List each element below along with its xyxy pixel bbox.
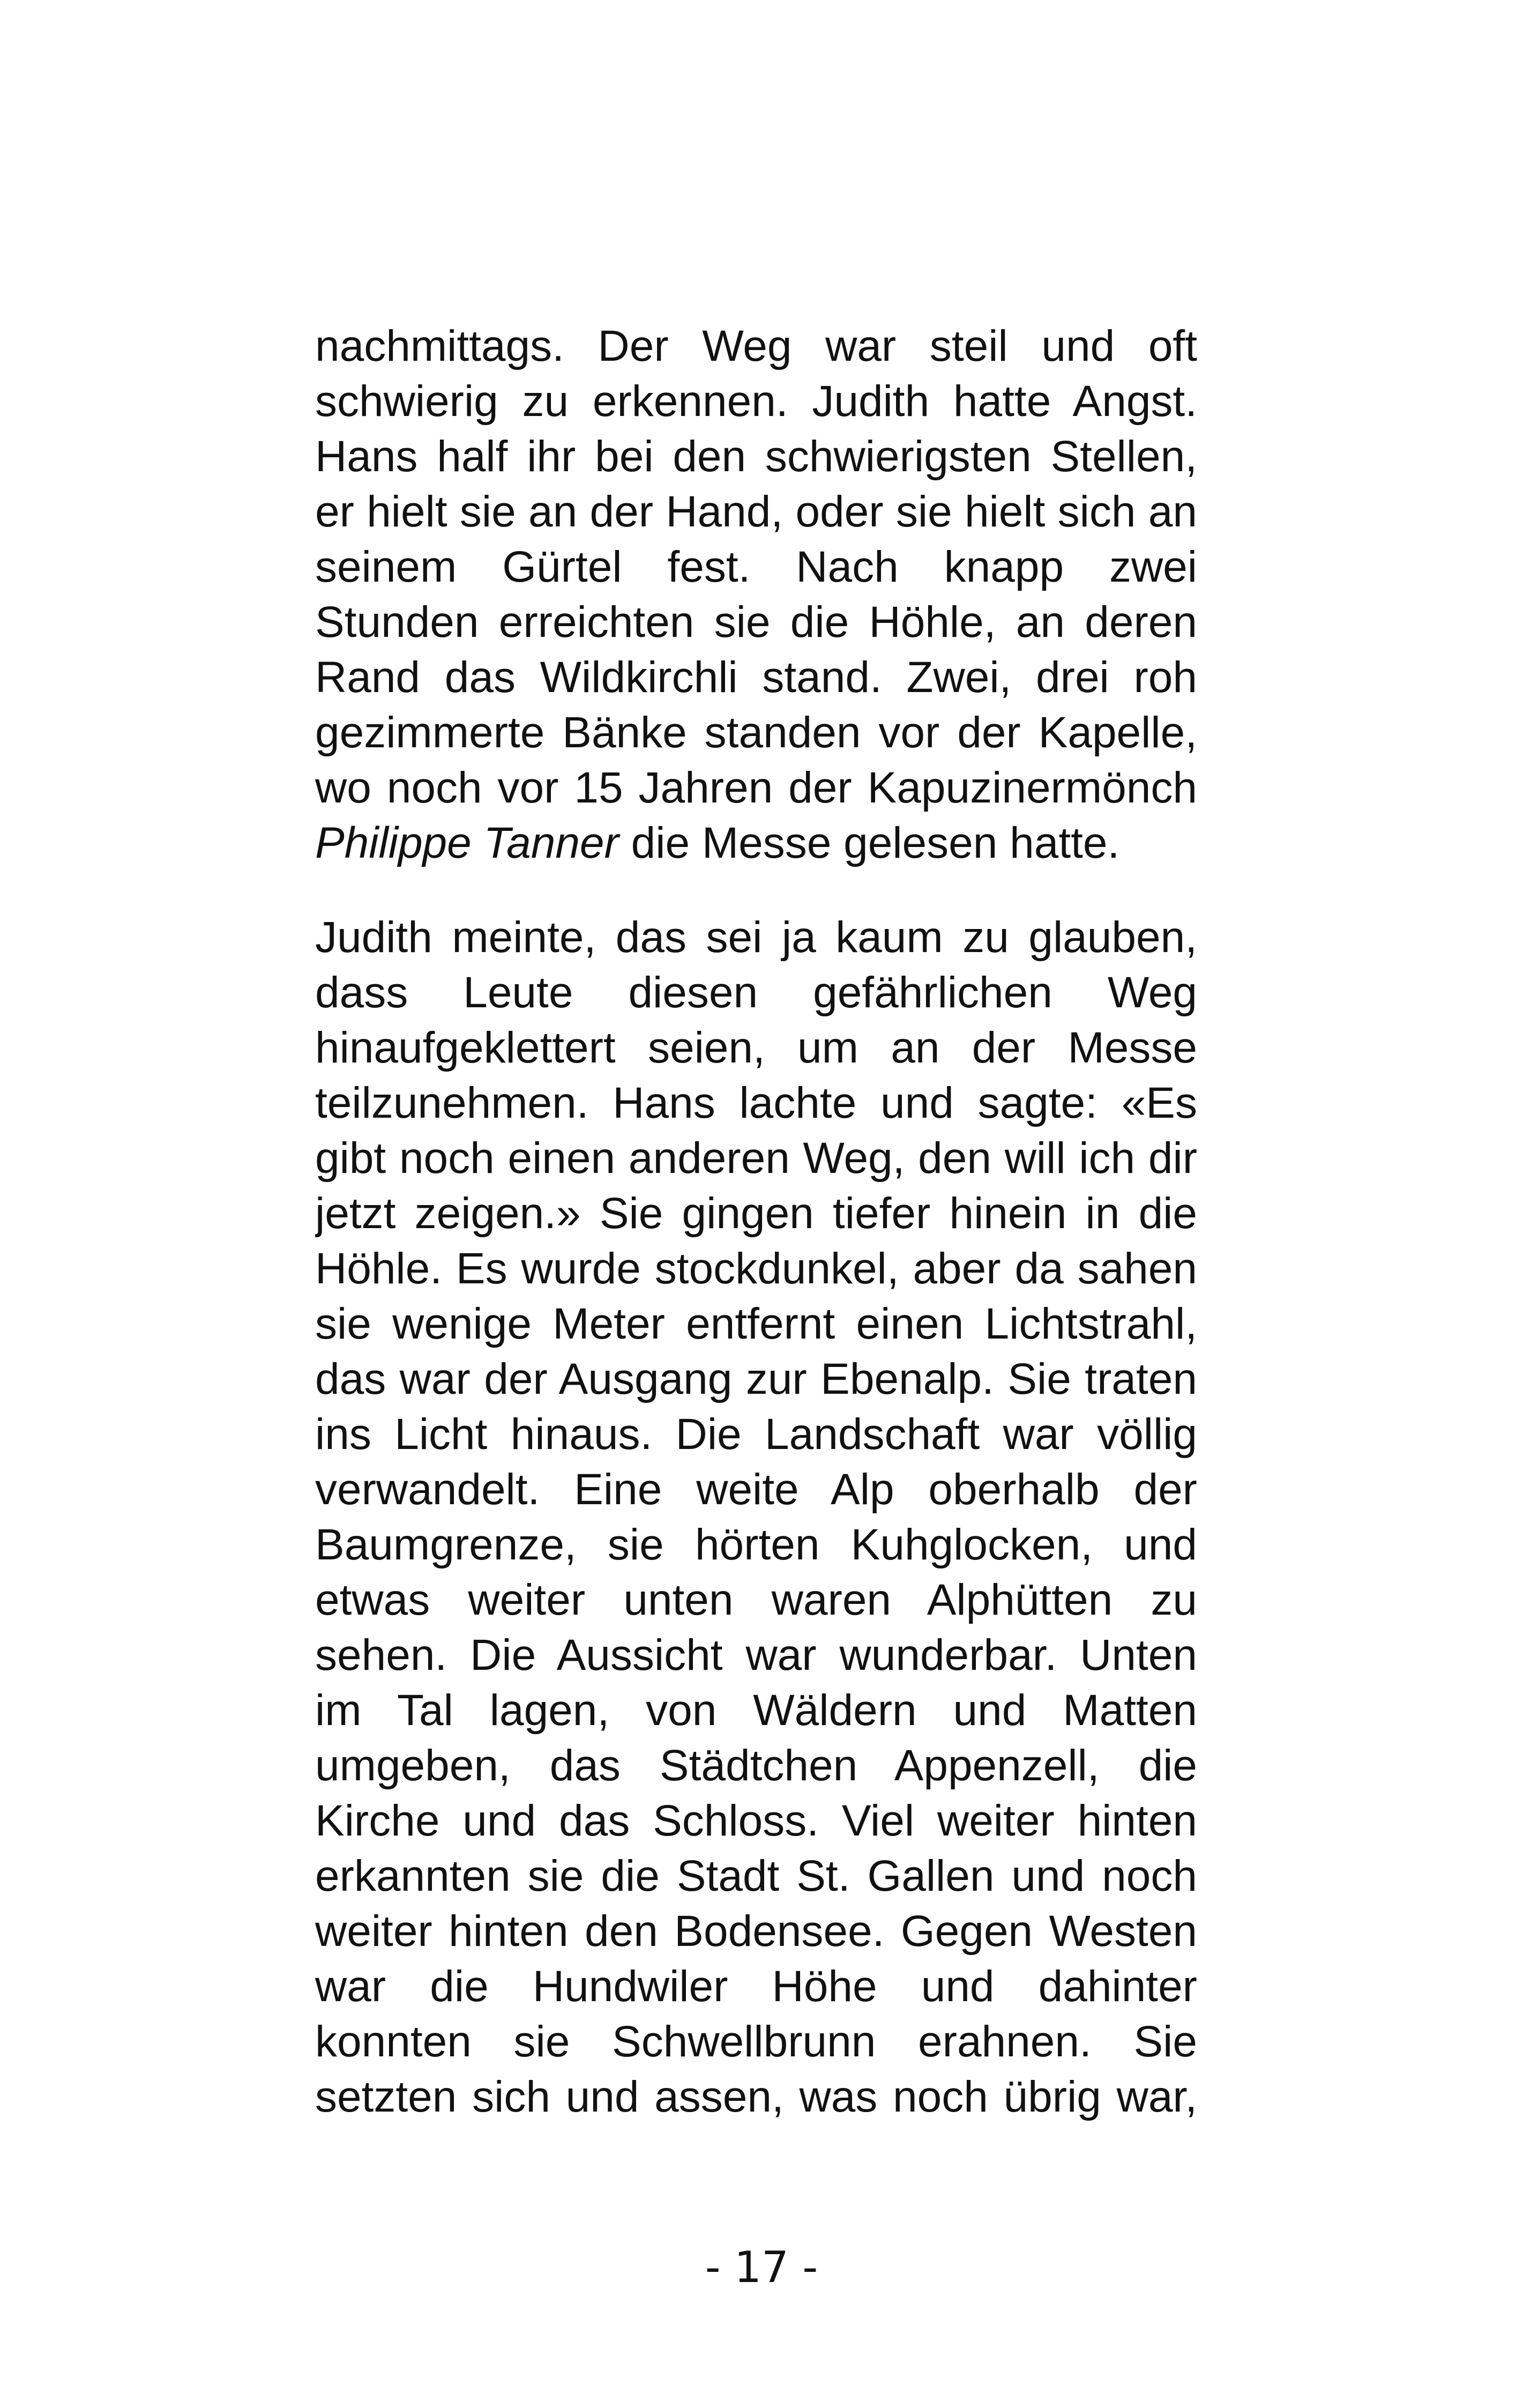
text-line: teilzunehmen. Hans lachte und sagte: «Es	[315, 1079, 1197, 1127]
text-line: schwierig zu erkennen. Judith hatte Angst.	[315, 377, 1197, 426]
text-line	[315, 815, 1197, 871]
text-line: erkannten sie die Stadt St. Gallen und noch	[315, 1852, 1197, 1900]
text-line: wo noch vor 15 Jahren der Kapuzinermönch	[315, 763, 1197, 812]
text-line: Höhle. Es wurde stockdunkel, aber da sahen	[315, 1244, 1197, 1293]
text-line: Kirche und das Schloss. Viel weiter hinten	[315, 1796, 1197, 1845]
text-line: im Tal lagen, von Wäldern und Matten	[315, 1686, 1197, 1735]
text-line: er hielt sie an der Hand, oder sie hielt sich an	[315, 487, 1197, 536]
text-line: Stunden erreichten sie die Höhle, an deren	[315, 598, 1197, 646]
text-line: umgeben, das Städtchen Appenzell, die	[315, 1741, 1197, 1790]
text-line: war die Hundwiler Höhe und dahinter	[315, 1962, 1197, 2011]
text-line: gibt noch einen anderen Weg, den will ich dir	[315, 1134, 1197, 1183]
text-line: gezimmerte Bänke standen vor der Kapelle,	[315, 708, 1197, 757]
italic-name: Philippe Tanner	[315, 819, 619, 867]
text-line: hinaufgeklettert seien, um an der Messe	[315, 1023, 1197, 1072]
text-fragment: die Messe gelesen hatte.	[618, 819, 1120, 867]
page-number: - 17 -	[705, 2242, 818, 2292]
text-line: weiter hinten den Bodensee. Gegen Westen	[315, 1907, 1197, 1956]
text-line: ins Licht hinaus. Die Landschaft war völlig	[315, 1410, 1197, 1459]
text-line: sehen. Die Aussicht war wunderbar. Unten	[315, 1631, 1197, 1679]
text-line: Hans half ihr bei den schwierigsten Stellen,	[315, 432, 1197, 481]
text-line: jetzt zeigen.» Sie gingen tiefer hinein in die	[315, 1189, 1197, 1238]
text-line: das war der Ausgang zur Ebenalp. Sie traten	[315, 1355, 1197, 1403]
paragraph-1	[315, 318, 1197, 871]
text-line: Baumgrenze, sie hörten Kuhglocken, und	[315, 1520, 1197, 1569]
text-line: nachmittags. Der Weg war steil und oft	[315, 322, 1197, 370]
text-line: etwas weiter unten waren Alphütten zu	[315, 1575, 1197, 1624]
text-line: sie wenige Meter entfernt einen Lichtstrahl,	[315, 1299, 1197, 1348]
text-line: konnten sie Schwellbrunn erahnen. Sie	[315, 2017, 1197, 2066]
paragraph-2	[315, 910, 1197, 2124]
text-line: seinem Gürtel fest. Nach knapp zwei	[315, 542, 1197, 591]
text-line: Rand das Wildkirchli stand. Zwei, drei roh	[315, 653, 1197, 702]
text-line: Judith meinte, das sei ja kaum zu glauben,	[315, 913, 1197, 962]
text-line: setzten sich und assen, was noch übrig war,	[315, 2072, 1197, 2121]
text-line: verwandelt. Eine weite Alp oberhalb der	[315, 1465, 1197, 1514]
text-line: dass Leute diesen gefährlichen Weg	[315, 968, 1197, 1017]
